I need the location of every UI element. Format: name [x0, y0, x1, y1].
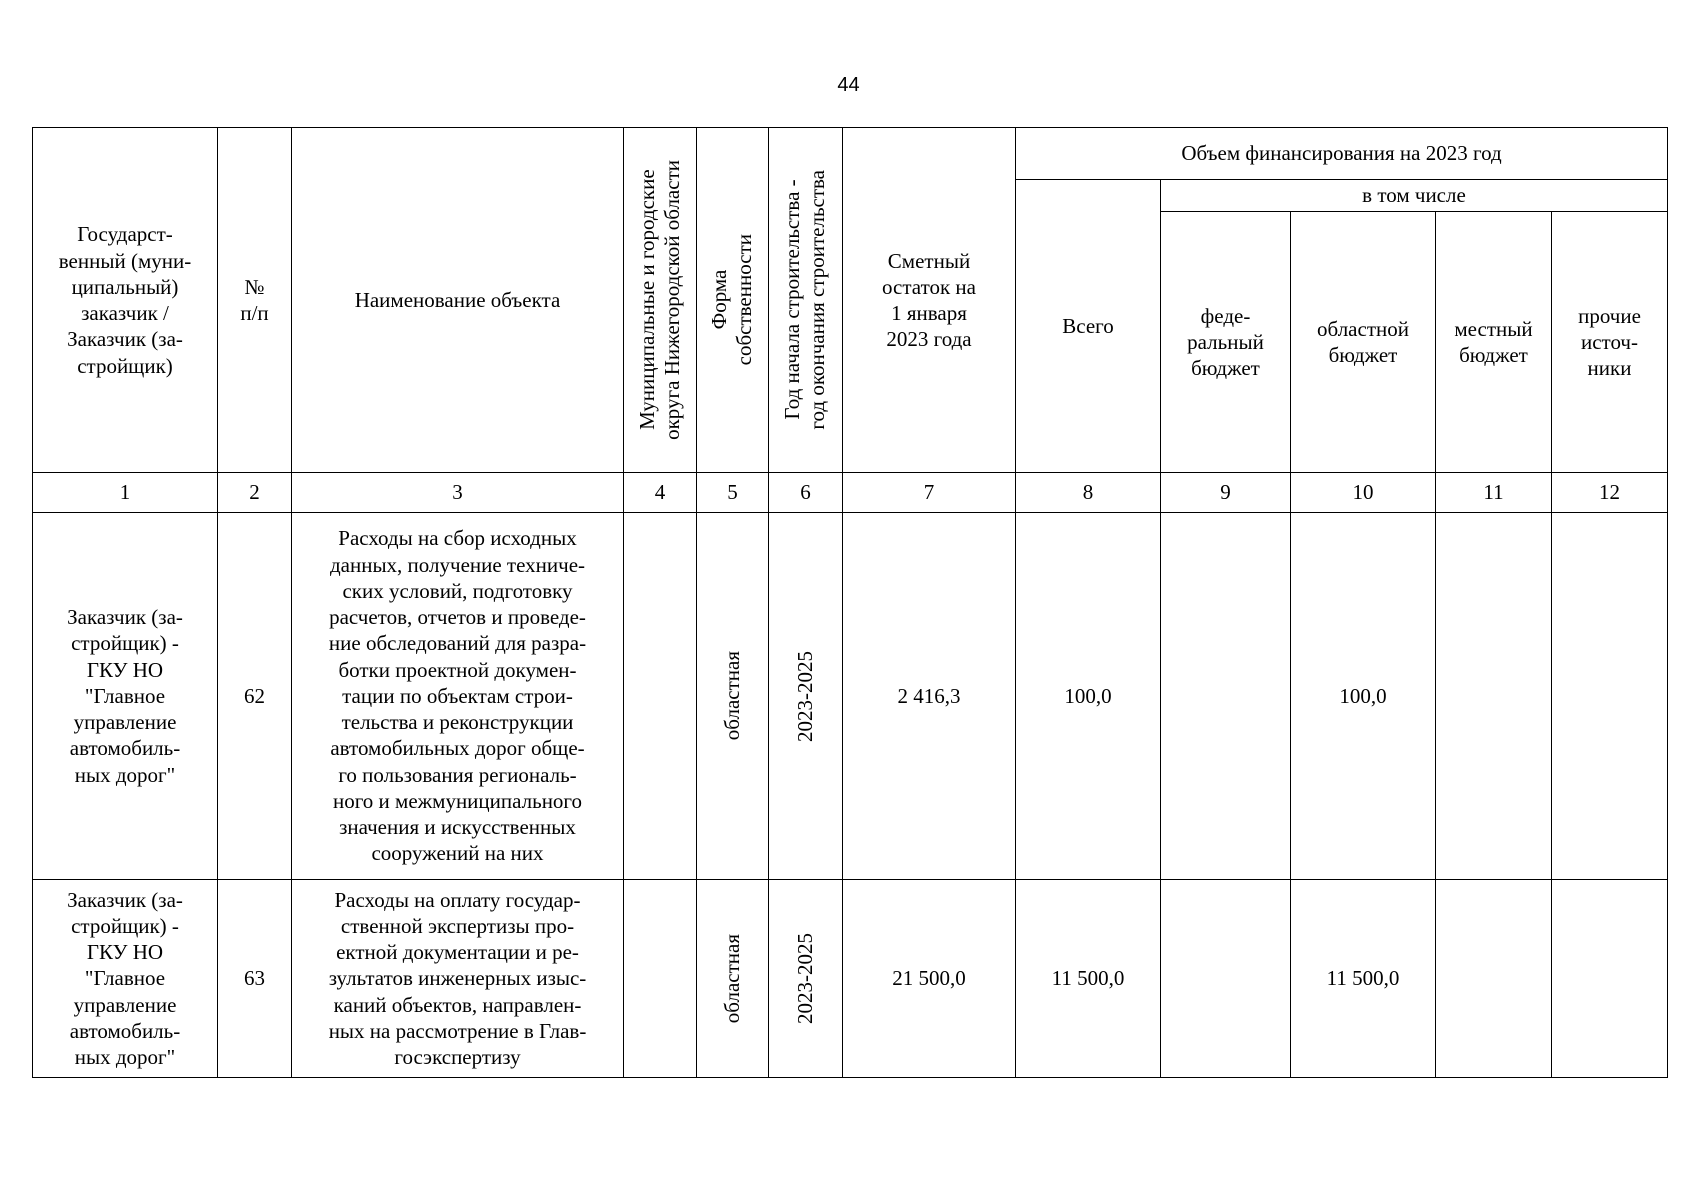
header-object-name: Наименование объекта	[292, 128, 624, 473]
row-number: 63	[218, 880, 292, 1078]
header-estimated-balance: Сметный остаток на 1 января 2023 года	[843, 128, 1016, 473]
header-years-text: Год начала строительства - год окончания строительства	[780, 170, 830, 430]
row-years	[769, 880, 843, 1078]
row-ownership	[697, 513, 769, 880]
column-number: 1	[33, 473, 218, 513]
header-including: в том числе	[1161, 180, 1668, 212]
column-number: 8	[1016, 473, 1161, 513]
row-total: 11 500,0	[1016, 880, 1161, 1078]
column-number: 11	[1436, 473, 1552, 513]
header-other: прочие источ- ники	[1552, 212, 1668, 473]
row-estimated-balance: 21 500,0	[843, 880, 1016, 1078]
row-years-text: 2023-2025	[792, 933, 817, 1024]
row-local	[1436, 513, 1552, 880]
row-regional: 100,0	[1291, 513, 1436, 880]
table-row	[33, 513, 1668, 880]
row-years-text: 2023-2025	[792, 650, 817, 742]
row-ownership-text: областная	[719, 933, 744, 1024]
column-number: 12	[1552, 473, 1668, 513]
row-years	[769, 513, 843, 880]
header-number: № п/п	[218, 128, 292, 473]
header-municipality	[624, 128, 697, 473]
row-customer: Заказчик (за- стройщик) - ГКУ НО "Главное управление автомобиль- ных дорог"	[33, 513, 218, 880]
row-regional: 11 500,0	[1291, 880, 1436, 1078]
row-other	[1552, 880, 1668, 1078]
row-number: 62	[218, 513, 292, 880]
row-estimated-balance: 2 416,3	[843, 513, 1016, 880]
row-ownership	[697, 880, 769, 1078]
header-regional: областной бюджет	[1291, 212, 1436, 473]
row-municipality	[624, 880, 697, 1078]
header-financing: Объем финансирования на 2023 год	[1016, 128, 1668, 180]
row-local	[1436, 880, 1552, 1078]
column-number: 10	[1291, 473, 1436, 513]
column-number: 9	[1161, 473, 1291, 513]
header-row-1	[33, 128, 1668, 180]
row-object-name: Расходы на оплату государ- ственной экспертизы про- ектной документации и ре- зультатов инженерных изыс- каний объектов, направлен- ных на рассмотрение в Глав- госэкспертизу	[292, 880, 624, 1078]
header-total: Всего	[1016, 180, 1161, 473]
column-number-row	[33, 473, 1668, 513]
page-number: 44	[837, 74, 860, 96]
row-customer: Заказчик (за- стройщик) - ГКУ НО "Главное управление автомобиль- ных дорог"	[33, 880, 218, 1078]
column-number: 7	[843, 473, 1016, 513]
column-number: 5	[697, 473, 769, 513]
header-years	[769, 128, 843, 473]
header-ownership-text: Форма собственности	[707, 234, 757, 366]
row-total: 100,0	[1016, 513, 1161, 880]
table-row	[33, 880, 1668, 1078]
row-object-name: Расходы на сбор исходных данных, получение техниче- ских условий, подготовку расчетов, отчетов и проведе- ние обследований для разра- ботки проектной докумен- тации по объектам строи- тельства и реконструкции автомобильных дорог обще- го пользования региональ- ного и межмуниципального значения и искусственных сооружений на них	[292, 513, 624, 880]
column-number: 4	[624, 473, 697, 513]
header-municipality-text: Муниципальные и городские округа Нижегородской области	[634, 160, 684, 440]
header-ownership	[697, 128, 769, 473]
row-municipality	[624, 513, 697, 880]
row-ownership-text: областная	[719, 651, 744, 741]
column-number: 2	[218, 473, 292, 513]
financing-table	[32, 127, 1668, 1078]
column-number: 6	[769, 473, 843, 513]
row-other	[1552, 513, 1668, 880]
row-federal	[1161, 880, 1291, 1078]
column-number: 3	[292, 473, 624, 513]
row-federal	[1161, 513, 1291, 880]
header-local: местный бюджет	[1436, 212, 1552, 473]
header-federal: феде- ральный бюджет	[1161, 212, 1291, 473]
header-customer: Государст- венный (муни- ципальный) заказчик / Заказчик (за- стройщик)	[33, 128, 218, 473]
